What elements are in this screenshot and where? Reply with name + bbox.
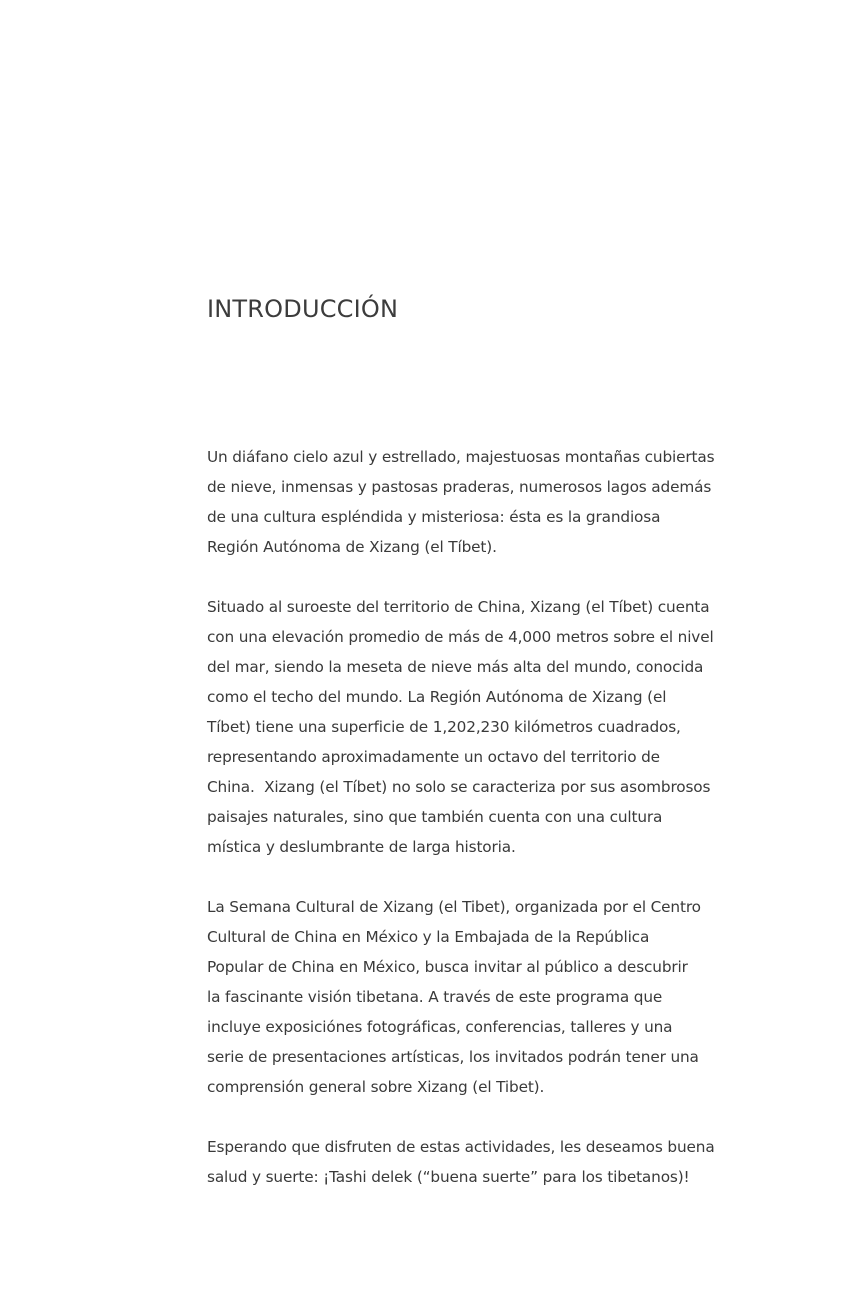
paragraph-line: La Semana Cultural de Xizang (el Tibet), organizada por el Centro (207, 898, 701, 916)
intro-body (207, 442, 747, 1222)
paragraph-line: Popular de China en México, busca invitar al público a descubrir (207, 958, 688, 976)
paragraph-line: Esperando que disfruten de estas actividades, les deseamos buena (207, 1138, 715, 1156)
paragraph-line: de una cultura espléndida y misteriosa: ésta es la grandiosa (207, 508, 661, 526)
paragraph-4 (207, 1132, 747, 1192)
paragraph-3 (207, 892, 747, 1102)
paragraph-1 (207, 442, 747, 562)
paragraph-line: China. Xizang (el Tíbet) no solo se caracteriza por sus asombrosos (207, 778, 711, 796)
paragraph-line: representando aproximadamente un octavo del territorio de (207, 748, 660, 766)
paragraph-line: incluye exposiciónes fotográficas, conferencias, talleres y una (207, 1018, 673, 1036)
paragraph-line: con una elevación promedio de más de 4,000 metros sobre el nivel (207, 628, 714, 646)
paragraph-line: Situado al suroeste del territorio de China, Xizang (el Tíbet) cuenta (207, 598, 710, 616)
paragraph-line: del mar, siendo la meseta de nieve más alta del mundo, conocida (207, 658, 704, 676)
paragraph-2 (207, 592, 747, 862)
paragraph-line: comprensión general sobre Xizang (el Tibet). (207, 1078, 545, 1096)
paragraph-line: de nieve, inmensas y pastosas praderas, numerosos lagos además (207, 478, 712, 496)
paragraph-line: salud y suerte: ¡Tashi delek (“buena suerte” para los tibetanos)! (207, 1168, 690, 1186)
paragraph-line: la fascinante visión tibetana. A través de este programa que (207, 988, 663, 1006)
page-title: INTRODUCCIÓN (207, 295, 399, 323)
paragraph-line: Tíbet) tiene una superficie de 1,202,230 kilómetros cuadrados, (207, 718, 681, 736)
paragraph-line: mística y deslumbrante de larga historia. (207, 838, 516, 856)
paragraph-line: paisajes naturales, sino que también cuenta con una cultura (207, 808, 663, 826)
paragraph-line: Región Autónoma de Xizang (el Tíbet). (207, 538, 497, 556)
paragraph-line: Un diáfano cielo azul y estrellado, majestuosas montañas cubiertas (207, 448, 715, 466)
paragraph-line: Cultural de China en México y la Embajada de la República (207, 928, 650, 946)
paragraph-line: como el techo del mundo. La Región Autónoma de Xizang (el (207, 688, 667, 706)
paragraph-line: serie de presentaciones artísticas, los invitados podrán tener una (207, 1048, 699, 1066)
